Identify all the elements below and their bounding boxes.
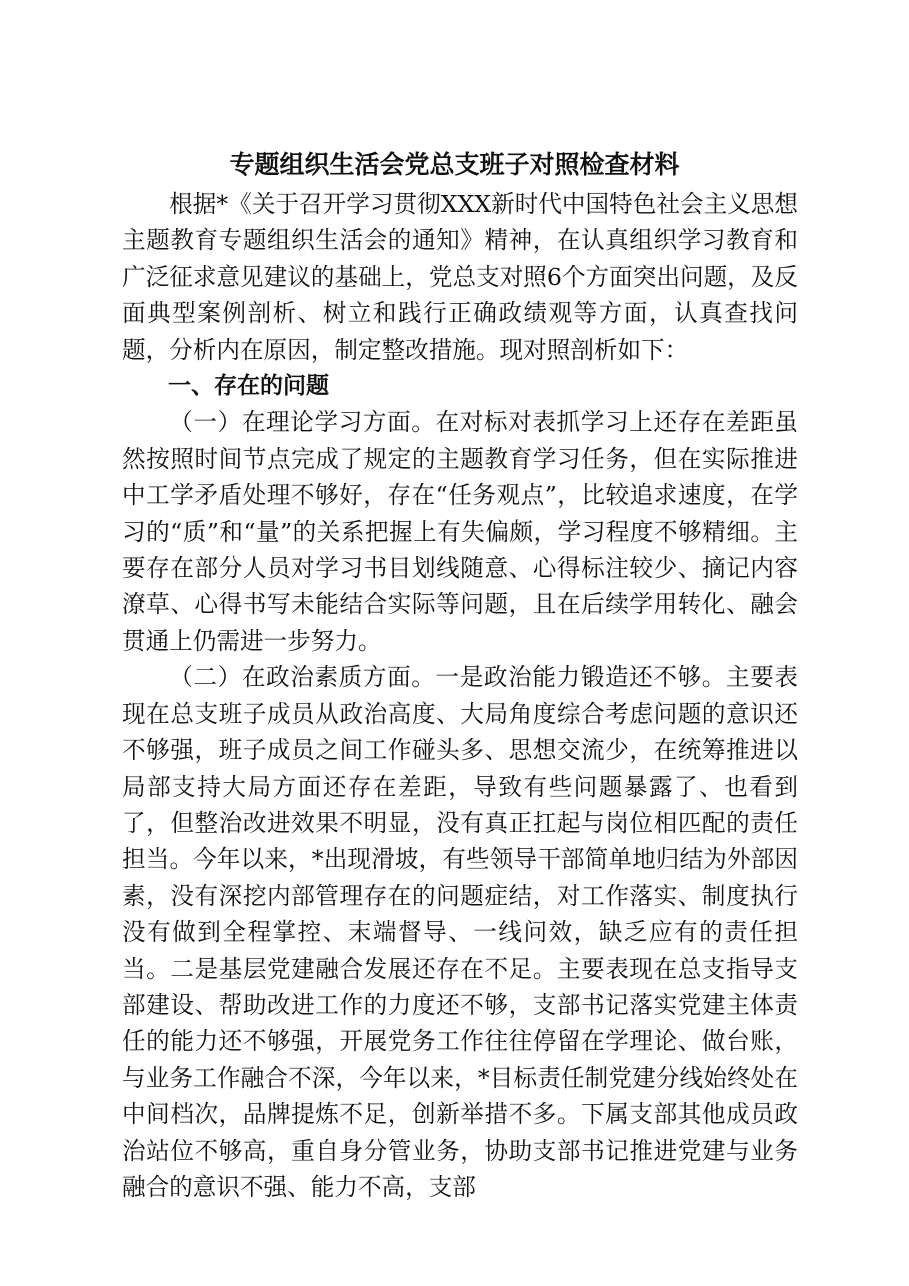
intro-paragraph: 根据*《关于召开学习贯彻XXX新时代中国特色社会主义思想主题教育专题组织生活会的通知》精神，在认真组织学习教育和广泛征求意见建议的基础上，党总支对照6个方面突出问题，及反面典型案例剖析、树立和践行正确政绩观等方面，认真查找问题，分析内在原因，制定整改措施。现对照剖析如下： xyxy=(122,190,798,364)
paragraph-theory-study: （一）在理论学习方面。在对标对表抓学习上还存在差距虽然按照时间节点完成了规定的主题教育学习任务，但在实际推进中工学矛盾处理不够好，存在“任务观点”，比较追求速度，在学习的“质”和“量”的关系把握上有失偏颇，学习程度不够精细。主要存在部分人员对学习书目划线随意、心得标注较少、摘记内容潦草、心得书写未能结合实际等问题，且在后续学用转化、融会贯通上仍需进一步努力。 xyxy=(122,408,798,655)
document-title: 专题组织生活会党总支班子对照检查材料 xyxy=(229,150,680,179)
section-heading: 一、存在的问题 xyxy=(168,373,329,400)
document-body xyxy=(122,186,798,1205)
paragraph-political-quality: （二）在政治素质方面。一是政治能力锻造还不够。主要表现在总支班子成员从政治高度、大局角度综合考虑问题的意识还不够强，班子成员之间工作碰头多、思想交流少，在统筹推进以局部支持大局方面还存在差距，导致有些问题暴露了、也看到了，但整治改进效果不明显，没有真正扛起与岗位相匹配的责任担当。今年以来，*出现滑坡，有些领导干部简单地归结为外部因素，没有深挖内部管理存在的问题症结，对工作落实、制度执行没有做到全程掌控、末端督导、一线问效，缺乏应有的责任担当。二是基层党建融合发展还存在不足。主要表现在总支指导支部建设、帮助改进工作的力度还不够，支部书记落实党建主体责任的能力还不够强，开展党务工作往往停留在学理论、做台账，与业务工作融合不深，今年以来，*目标责任制党建分线始终处在中间档次，品牌提炼不足，创新举措不多。下属支部其他成员政治站位不够高，重自身分管业务，协助支部书记推进党建与业务融合的意识不强、能力不高，支部 xyxy=(122,663,798,1201)
